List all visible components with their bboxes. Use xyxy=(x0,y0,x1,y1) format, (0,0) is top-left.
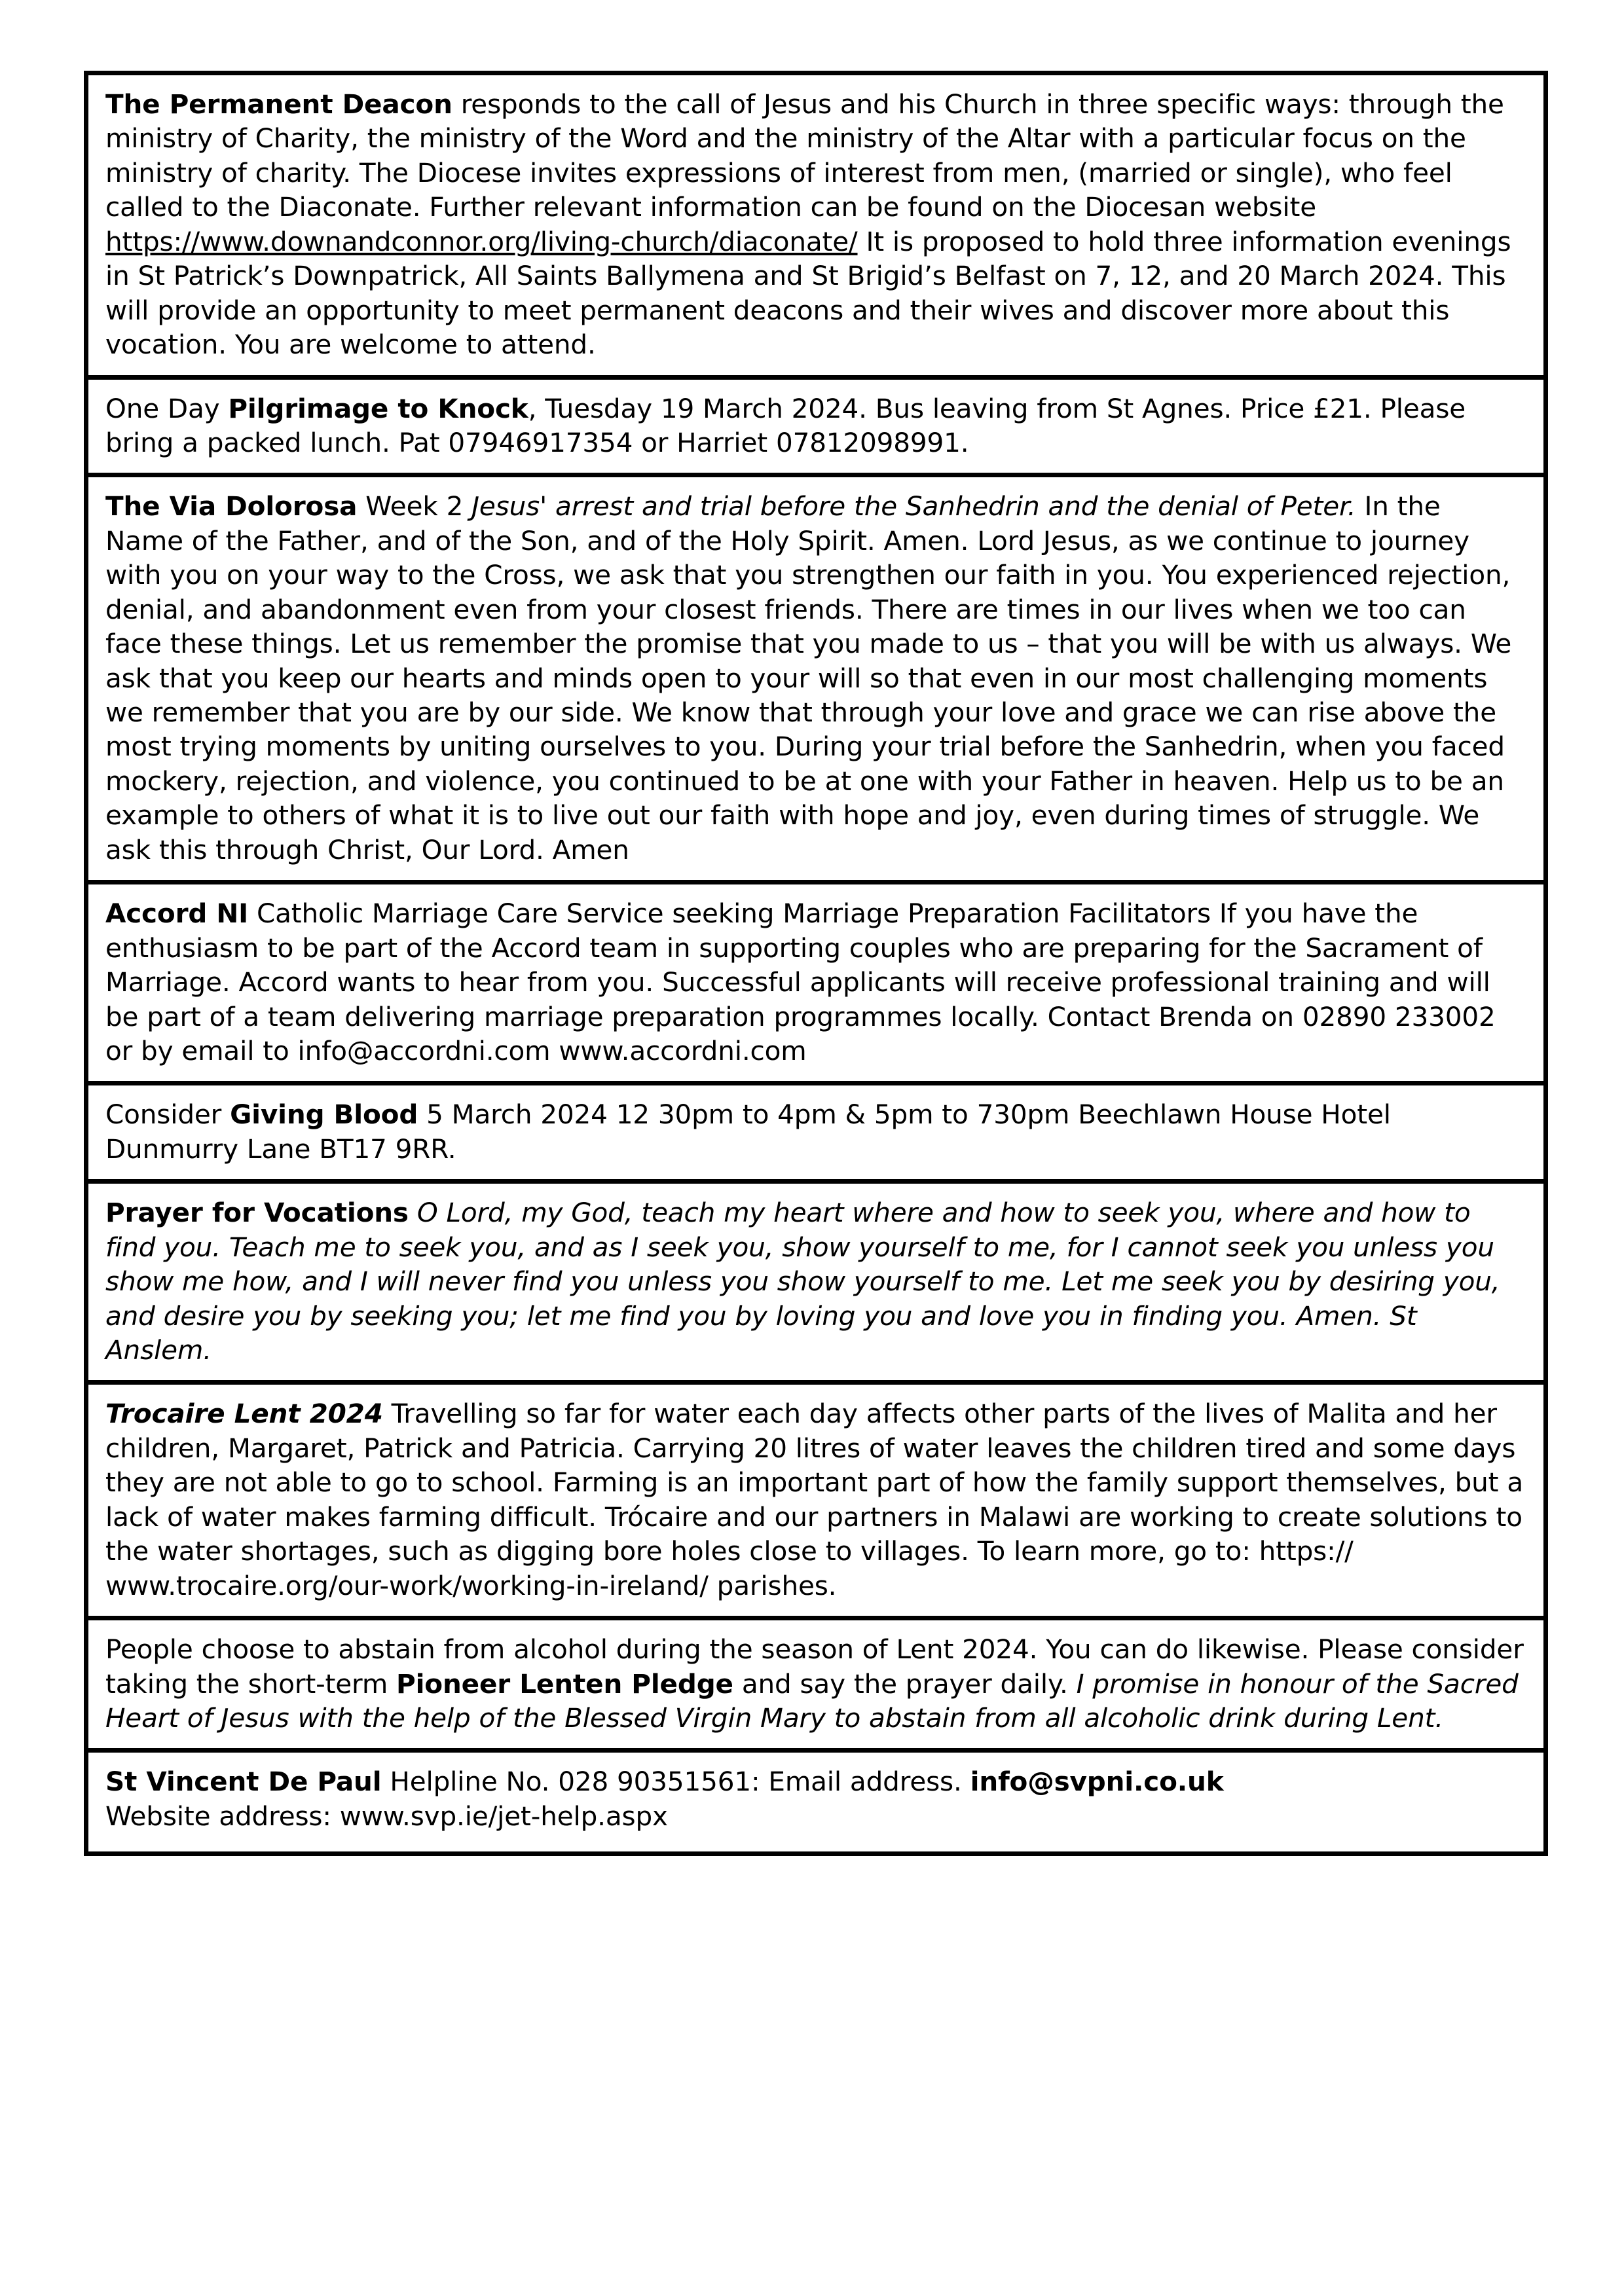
text-run: Giving Blood xyxy=(230,1099,418,1131)
notice-text xyxy=(105,1396,1526,1603)
text-run: One Day xyxy=(105,392,229,424)
text-run: Website address: www.svp.ie/jet-help.aspx xyxy=(105,1800,668,1832)
text-run: St Vincent De Paul xyxy=(105,1766,382,1798)
notice-block-via-dolorosa xyxy=(88,477,1543,884)
text-run: Travelling so far for water each day affects other parts of the lives of Malita and her children, Margaret, Patrick and Patricia. Carrying 20 litres of water leaves the children tired and some days they are not able to go to school. Farming is an important part of how the family support themselves, but a lack of water makes farming difficult. Trócaire and our partners in Malawi are working to create solutions to the water shortages, such as digging bore holes close to villages. To learn more, go to: https:// www.trocaire.org/our-work/working-in-ireland/ parishes. xyxy=(105,1398,1523,1601)
text-run: Trocaire Lent 2024 xyxy=(105,1398,383,1430)
notice-block-pioneer-lenten-pledge xyxy=(88,1620,1543,1753)
text-run: info@svpni.co.uk xyxy=(970,1766,1224,1798)
notice-block-st-vincent-de-paul xyxy=(88,1753,1543,1851)
notice-text xyxy=(105,87,1526,362)
text-run: https://www.downandconnor.org/living-church/diaconate/ xyxy=(105,225,858,257)
notice-text xyxy=(105,1764,1526,1833)
text-run: and say the prayer daily. xyxy=(733,1667,1077,1700)
notice-text xyxy=(105,1097,1526,1166)
text-run: The Via Dolorosa xyxy=(105,490,358,522)
text-run: Pioneer Lenten Pledge xyxy=(396,1667,733,1700)
text-run: Prayer for Vocations xyxy=(105,1197,409,1229)
text-run: responds to the call of Jesus and his Church in three specific ways: through the ministry of Charity, the ministry of the Word and the ministry of the Altar with a particular focus on the ministry of charity. The Diocese invites expressions of interest from men, (married or single), who feel called to the Diaconate. Further relevant information can be found on the Diocesan website xyxy=(105,88,1504,223)
notice-block-prayer-for-vocations xyxy=(88,1184,1543,1385)
text-run: I promise in honour of the Sacred Heart of Jesus with the help of the Blessed Virgin Mary to abstain from all alcoholic drink during Lent. xyxy=(105,1667,1519,1734)
text-run: 5 March 2024 12 30pm to 4pm & 5pm to 730pm Beechlawn House Hotel Dunmurry Lane BT17 9RR. xyxy=(105,1099,1391,1165)
notice-block-giving-blood xyxy=(88,1085,1543,1184)
bulletin-notice-table xyxy=(84,71,1548,1856)
text-run: Accord NI xyxy=(105,898,249,930)
notice-block-permanent-deacon xyxy=(88,75,1543,380)
text-run: Helpline No. 028 90351561: Email address. xyxy=(381,1766,970,1798)
notice-block-pilgrimage-to-knock xyxy=(88,380,1543,478)
text-run: People choose to abstain from alcohol during the season of Lent 2024. You can do likewise. Please consider taking the short-term xyxy=(105,1633,1524,1700)
text-run: O Lord, my God, teach my heart where and how to seek you, where and how to find you. Teach me to seek you, and as I seek you, show yourself to me, for I cannot seek you unless you show me how, and I will never find you unless you show yourself to me. Let me seek you by desiring you, and desire you by seeking you; let me find you by loving you and love you in finding you. Amen. St Anslem. xyxy=(105,1197,1500,1366)
text-run: Consider xyxy=(105,1099,231,1131)
text-run: The Permanent Deacon xyxy=(105,88,452,120)
text-run: In the Name of the Father, and of the Son, and of the Holy Spirit. Amen. Lord Jesus, as we continue to journey with you on your way to the Cross, we ask that you strengthen our faith in you. You experienced rejection, denial, and abandonment even from your closest friends. There are times in our lives when we too can face these things. Let us remember the promise that you made to us – that you will be with us always. We ask that you keep our hearts and minds open to your will so that even in our most challenging moments we remember that you are by our side. We know that through your love and grace we can rise above the most trying moments by uniting ourselves to you. During your trial before the Sanhedrin, when you faced mockery, rejection, and violence, you continued to be at one with your Father in heaven. Help us to be an example to others of what it is to live out our faith with hope and joy, even during times of struggle. We ask this through Christ, Our Lord. Amen xyxy=(105,490,1512,866)
notice-text xyxy=(105,896,1526,1068)
notice-text xyxy=(105,1632,1526,1735)
text-run: Catholic Marriage Care Service seeking Marriage Preparation Facilitators If you have the enthusiasm to be part of the Accord team in supporting couples who are preparing for the Sacrament of Marriage. Accord wants to hear from you. Successful applicants will receive professional training and will be part of a team delivering marriage preparation programmes locally. Contact Brenda on 02890 233002 or by email to info@accordni.com www.accordni.com xyxy=(105,898,1496,1066)
notice-text xyxy=(105,489,1526,867)
text-run: Week 2 xyxy=(357,490,472,522)
notice-text xyxy=(105,392,1526,460)
text-run: It is proposed to hold three information evenings in St Patrick’s Downpatrick, All Saints Ballymena and St Brigid’s Belfast on 7, 12, and 20 March 2024. This will provide an opportunity to meet permanent deacons and their wives and discover more about this vocation. You are welcome to attend. xyxy=(105,225,1511,361)
notice-text xyxy=(105,1195,1526,1367)
notice-block-trocaire-lent-2024 xyxy=(88,1385,1543,1620)
text-run: Pilgrimage to Knock xyxy=(228,392,528,424)
text-run: Jesus' arrest and trial before the Sanhedrin and the denial of Peter. xyxy=(471,490,1356,522)
notice-block-accord-ni xyxy=(88,884,1543,1085)
text-run: , Tuesday 19 March 2024. Bus leaving from St Agnes. Price £21. Please bring a packed lunch. Pat 07946917354 or Harriet 07812098991. xyxy=(105,392,1466,458)
